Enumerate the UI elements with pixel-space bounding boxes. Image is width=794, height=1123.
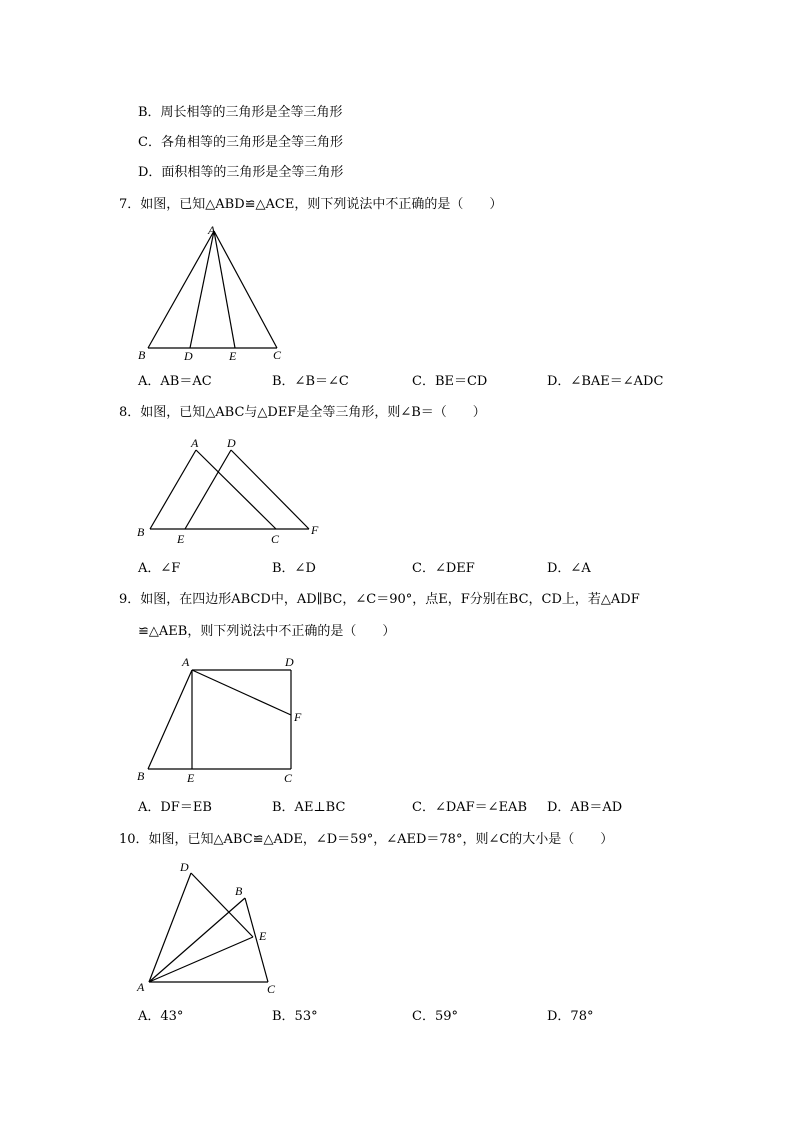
q8-label-f: F <box>311 523 319 537</box>
q6-option-b: B．周长相等的三角形是全等三角形 <box>138 105 343 120</box>
q10-stem: 10．如图，已知△ABC≌△ADE，∠D＝59°，∠AED＝78°，则∠C的大小是（ ） <box>119 832 614 847</box>
q10-seg-ab <box>149 898 245 982</box>
q8-seg-ab <box>150 450 196 529</box>
q8-label-a: A <box>191 436 199 450</box>
q7-label-e: E <box>229 349 237 363</box>
q8-option-d: D．∠A <box>547 561 591 576</box>
q8-option-a: A．∠F <box>138 561 181 576</box>
q8-seg-df <box>231 450 309 529</box>
q9-option-b: B．AE⊥BC <box>272 800 346 815</box>
q8-label-b: B <box>137 525 145 539</box>
q6-option-c: C．各角相等的三角形是全等三角形 <box>138 135 343 150</box>
q7-option-a: A．AB＝AC <box>138 374 212 389</box>
q8-option-b: B．∠D <box>272 561 316 576</box>
q9-label-c: C <box>284 771 293 785</box>
q7-seg-ae <box>214 231 235 348</box>
q10-seg-ae <box>149 937 253 982</box>
q10-option-d: D．78° <box>547 1009 594 1024</box>
q7-seg-ac <box>214 231 277 348</box>
q9-figure <box>130 652 320 787</box>
q8-label-d: D <box>227 436 236 450</box>
q10-option-b: B．53° <box>272 1009 318 1024</box>
q7-figure <box>130 222 300 367</box>
q10-label-a: A <box>137 980 145 994</box>
q9-stem-line1: 9．如图，在四边形ABCD中，AD∥BC，∠C＝90°，点E，F分别在BC，CD上，若△ADF <box>119 592 640 607</box>
q6-option-d: D．面积相等的三角形是全等三角形 <box>138 165 344 180</box>
q10-label-d: D <box>180 860 189 874</box>
q9-label-a: A <box>182 655 190 669</box>
q7-stem: 7．如图，已知△ABD≌△ACE，则下列说法中不正确的是（ ） <box>119 197 503 212</box>
q8-label-c: C <box>271 532 280 546</box>
q7-seg-ab <box>148 231 214 348</box>
q8-figure <box>130 432 330 552</box>
q10-label-b: B <box>235 884 243 898</box>
q10-figure <box>130 858 300 1003</box>
q9-label-e: E <box>187 771 195 785</box>
q9-option-c: C．∠DAF＝∠EAB <box>412 800 527 815</box>
q9-stem-line2: ≌△AEB，则下列说法中不正确的是（ ） <box>138 624 396 639</box>
q7-option-c: C．BE＝CD <box>412 374 488 389</box>
q10-seg-de <box>191 873 253 937</box>
q9-seg-ab <box>148 670 192 769</box>
q10-label-c: C <box>267 982 276 996</box>
q9-option-a: A．DF＝EB <box>138 800 212 815</box>
q7-option-b: B．∠B＝∠C <box>272 374 349 389</box>
q8-option-c: C．∠DEF <box>412 561 475 576</box>
q9-option-d: D．AB＝AD <box>547 800 623 815</box>
q8-label-e: E <box>177 532 185 546</box>
q10-option-a: A．43° <box>138 1009 184 1024</box>
q10-label-e: E <box>259 929 267 943</box>
q9-label-b: B <box>137 769 145 783</box>
q7-label-c: C <box>273 348 282 362</box>
q7-label-a: A <box>208 223 216 237</box>
q7-seg-ad <box>190 231 214 348</box>
q10-option-c: C．59° <box>412 1009 458 1024</box>
q9-label-f: F <box>294 710 302 724</box>
q9-label-d: D <box>285 655 294 669</box>
q7-label-b: B <box>138 348 146 362</box>
q10-seg-ad <box>149 873 191 982</box>
q9-seg-af <box>192 670 291 715</box>
q7-option-d: D．∠BAE＝∠ADC <box>547 374 664 389</box>
q8-stem: 8．如图，已知△ABC与△DEF是全等三角形，则∠B＝（ ） <box>119 405 486 420</box>
q7-label-d: D <box>184 349 193 363</box>
